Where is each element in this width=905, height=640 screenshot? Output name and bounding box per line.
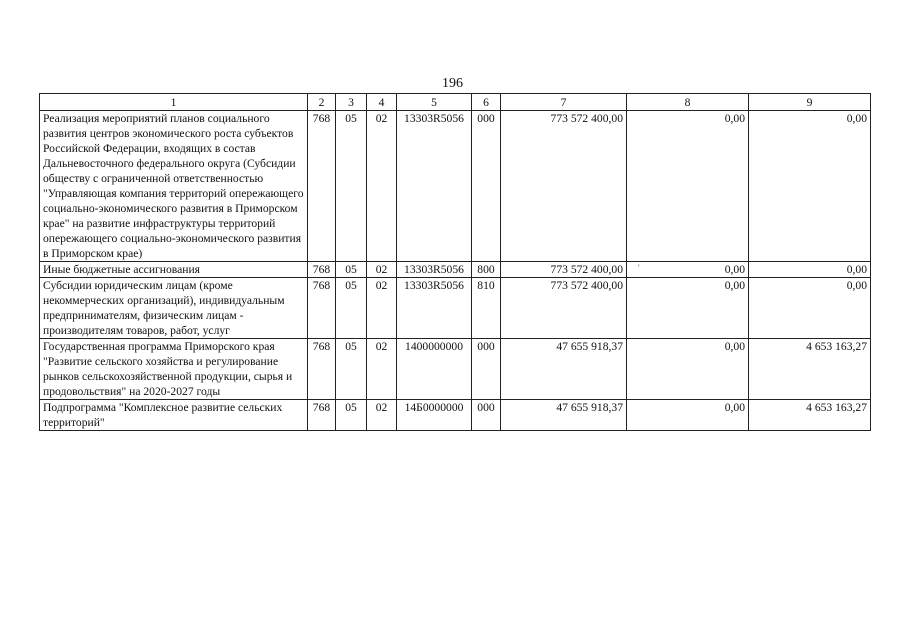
- code-target-article: 14Б0000000: [397, 400, 472, 431]
- table-row: [40, 339, 871, 400]
- amount-col9: 0,00: [749, 278, 871, 339]
- row-name: Подпрограмма "Комплексное развитие сельских территорий": [40, 400, 308, 431]
- amount-col8: 0,00: [627, 278, 749, 339]
- code-expense-type: 000: [472, 400, 501, 431]
- code-subsection: 02: [367, 339, 397, 400]
- code-ministry: 768: [308, 262, 336, 278]
- amount-col7: 47 655 918,37: [501, 400, 627, 431]
- table-row: [40, 400, 871, 431]
- code-subsection: 02: [367, 400, 397, 431]
- code-ministry: 768: [308, 111, 336, 262]
- header-cell: 6: [472, 94, 501, 111]
- code-ministry: 768: [308, 400, 336, 431]
- amount-col7: 47 655 918,37: [501, 339, 627, 400]
- code-subsection: 02: [367, 278, 397, 339]
- page-number: 196: [442, 76, 463, 91]
- budget-table: [39, 93, 871, 431]
- code-expense-type: 810: [472, 278, 501, 339]
- code-section: 05: [336, 111, 367, 262]
- amount-col8: 0,00: [627, 339, 749, 400]
- header-cell: 5: [397, 94, 472, 111]
- amount-col7: 773 572 400,00: [501, 262, 627, 278]
- code-expense-type: 000: [472, 111, 501, 262]
- code-section: 05: [336, 339, 367, 400]
- header-cell: 8: [627, 94, 749, 111]
- header-row: [40, 94, 871, 111]
- row-name: Субсидии юридическим лицам (кроме некоммерческих организаций), индивидуальным предпринимателям, физическим лицам - производителям товаров, работ, услуг: [40, 278, 308, 339]
- code-section: 05: [336, 262, 367, 278]
- amount-col9: 4 653 163,27: [749, 339, 871, 400]
- amount-col7: 773 572 400,00: [501, 111, 627, 262]
- table-row: [40, 278, 871, 339]
- header-cell: 9: [749, 94, 871, 111]
- amount-col9: 0,00: [749, 111, 871, 262]
- header-cell: 3: [336, 94, 367, 111]
- row-name: Реализация мероприятий планов социального развития центров экономического роста субъектов Российской Федерации, входящих в состав Дальневосточного федерального округа (Субсидии обществу с ограниченной ответственностью "Управляющая компания территорий опережающего социально-экономического развития в Приморском крае" на развитие инфраструктуры территорий опережающего социально-экономического развития в Приморском крае): [40, 111, 308, 262]
- row-name: Государственная программа Приморского края "Развитие сельского хозяйства и регулирование рынков сельскохозяйственной продукции, сырья и продовольствия" на 2020-2027 годы: [40, 339, 308, 400]
- code-expense-type: 000: [472, 339, 501, 400]
- code-ministry: 768: [308, 339, 336, 400]
- table-row: [40, 262, 871, 278]
- row-name: Иные бюджетные ассигнования: [40, 262, 308, 278]
- code-expense-type: 800: [472, 262, 501, 278]
- code-target-article: 13303R5056: [397, 111, 472, 262]
- header-cell: 7: [501, 94, 627, 111]
- code-ministry: 768: [308, 278, 336, 339]
- code-section: 05: [336, 400, 367, 431]
- amount-col9: 0,00: [749, 262, 871, 278]
- table-row: [40, 111, 871, 262]
- scan-mark: ': [638, 263, 640, 273]
- code-subsection: 02: [367, 262, 397, 278]
- amount-col8: 0,00: [627, 400, 749, 431]
- code-target-article: 13303R5056: [397, 278, 472, 339]
- header-cell: 2: [308, 94, 336, 111]
- amount-col7: 773 572 400,00: [501, 278, 627, 339]
- code-target-article: 13303R5056: [397, 262, 472, 278]
- amount-col9: 4 653 163,27: [749, 400, 871, 431]
- code-section: 05: [336, 278, 367, 339]
- header-cell: 1: [40, 94, 308, 111]
- header-cell: 4: [367, 94, 397, 111]
- code-target-article: 1400000000: [397, 339, 472, 400]
- amount-col8: 0,00: [627, 111, 749, 262]
- code-subsection: 02: [367, 111, 397, 262]
- amount-col8: 0,00: [627, 262, 749, 278]
